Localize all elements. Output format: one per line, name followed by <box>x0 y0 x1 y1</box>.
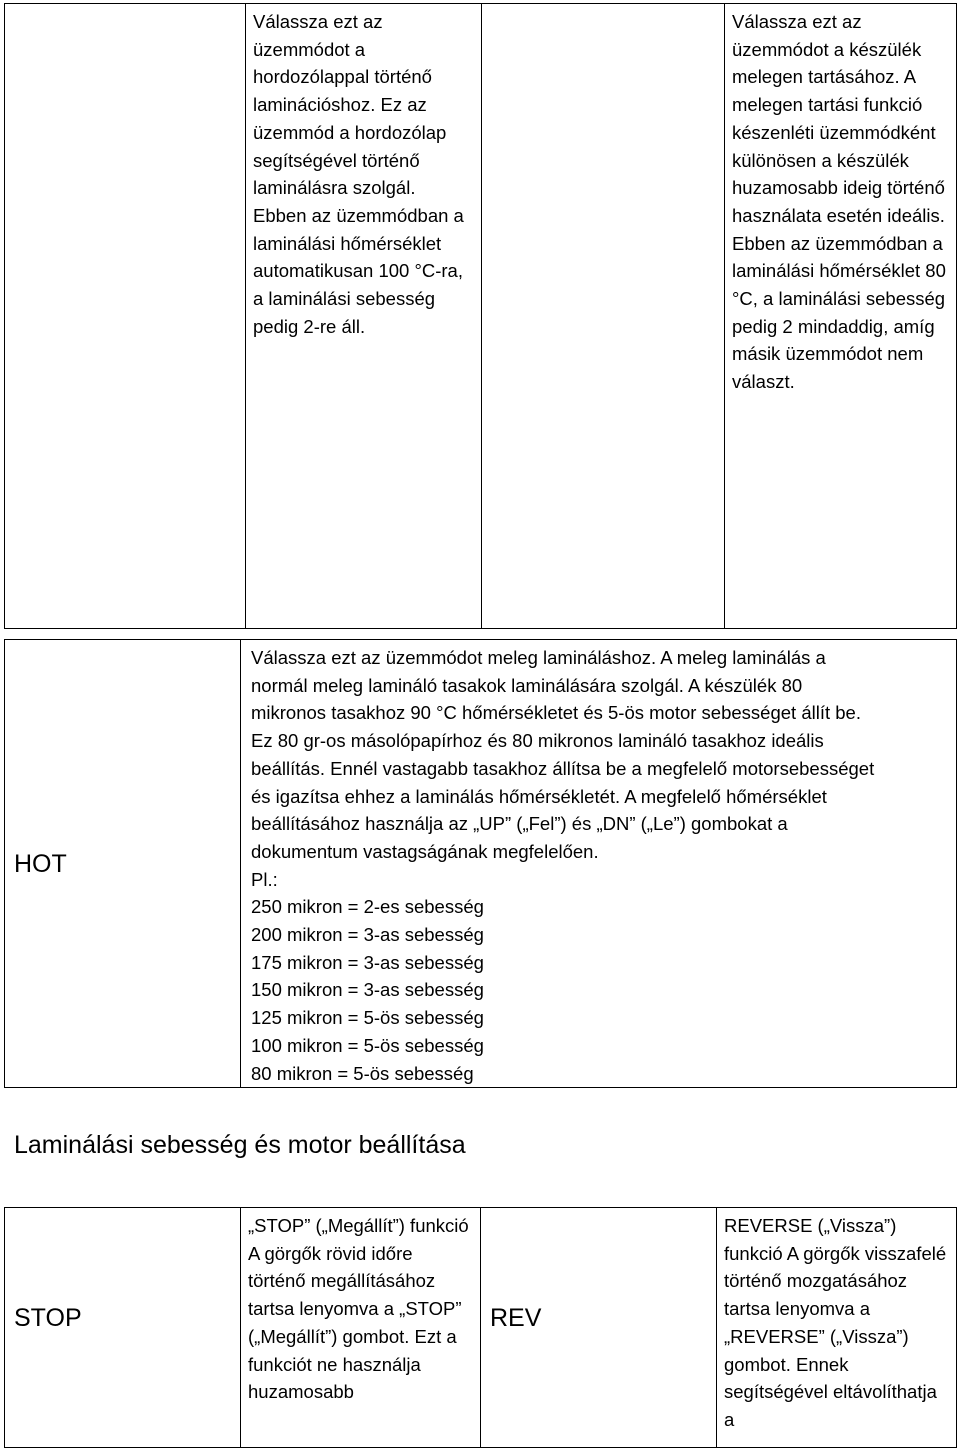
stop-description-cell <box>241 1208 481 1448</box>
carri-label-cell <box>5 4 246 629</box>
speed-example: 150 mikron = 3-as sebesség <box>251 979 484 1001</box>
rev-description-cell <box>717 1208 957 1448</box>
hot-label-cell <box>5 640 241 1088</box>
preht-label-cell <box>482 4 725 629</box>
stop-label-cell <box>5 1208 241 1448</box>
preht-description-cell <box>725 4 957 629</box>
stop-description: „STOP” („Megállít”) funkció A görgők rövid időre történő megállításához tartsa lenyomva a „STOP” („Megállít”) gombot. Ezt a funkciót ne használja huzamosabb <box>248 1215 469 1403</box>
modes-table-1 <box>4 3 957 629</box>
speed-example: 200 mikron = 3-as sebesség <box>251 924 484 946</box>
speed-example: 100 mikron = 5-ös sebesség <box>251 1034 484 1056</box>
carri-description: Válassza ezt az üzemmódot a hordozólappal történő laminációshoz. Ez az üzemmód a hordozólap segítségével történő laminálásra szolgál. Ebben az üzemmódban a laminálási hőmérséklet automatikusan 100 °C-ra, a laminálási sebesség pedig 2-re áll. <box>253 11 464 337</box>
speed-example: 250 mikron = 2-es sebesség <box>251 896 484 918</box>
hot-line: mikronos tasakhoz 90 °C hőmérsékletet és 5-ös motor sebességet állít be. <box>251 702 861 724</box>
hot-line: Pl.: <box>251 868 278 890</box>
speed-example: 125 mikron = 5-ös sebesség <box>251 1007 484 1029</box>
carri-description-cell <box>246 4 482 629</box>
hot-line: Válassza ezt az üzemmódot meleg lamináláshoz. A meleg laminálás a <box>251 647 826 668</box>
hot-label: HOT <box>14 849 67 878</box>
speed-example: 80 mikron = 5-ös sebesség <box>251 1062 474 1084</box>
stop-label: STOP <box>14 1303 82 1332</box>
preht-description: Válassza ezt az üzemmódot a készülék melegen tartásához. A melegen tartási funkció készenléti üzemmódként különösen a készülék huzamosabb ideig történő használata esetén ideális. Ebben az üzemmódban a laminálási hőmérséklet 80 °C, a laminálási sebesség pedig 2 mindaddig, amíg másik üzemmódot nem választ. <box>732 11 946 393</box>
section-heading: Laminálási sebesség és motor beállítása <box>14 1131 466 1159</box>
hot-line: Ez 80 gr-os másolópapírhoz és 80 mikronos lamináló tasakhoz ideális <box>251 730 824 752</box>
rev-label-cell <box>481 1208 717 1448</box>
hot-description-cell <box>241 640 957 1088</box>
hot-description <box>241 640 956 1087</box>
speed-example: 175 mikron = 3-as sebesség <box>251 951 484 973</box>
rev-description: REVERSE („Vissza”) funkció A görgők visszafelé történő mozgatásához tartsa lenyomva a „REVERSE” („Vissza”) gombot. Ennek segítségével eltávolíthatja a <box>724 1215 947 1430</box>
modes-table-2 <box>4 639 957 1088</box>
rev-label: REV <box>490 1303 542 1332</box>
hot-line: beállítás. Ennél vastagabb tasakhoz állítsa be a megfelelő motorsebességet <box>251 757 875 779</box>
hot-line: és igazítsa ehhez a laminálás hőmérsékletét. A megfelelő hőmérséklet <box>251 785 827 807</box>
hot-line: beállításához használja az „UP” („Fel”) és „DN” („Le”) gombokat a <box>251 813 788 835</box>
hot-line: dokumentum vastagságának megfelelően. <box>251 840 599 862</box>
motor-table <box>4 1207 957 1448</box>
hot-line: normál meleg lamináló tasakok laminálására szolgál. A készülék 80 <box>251 674 803 696</box>
